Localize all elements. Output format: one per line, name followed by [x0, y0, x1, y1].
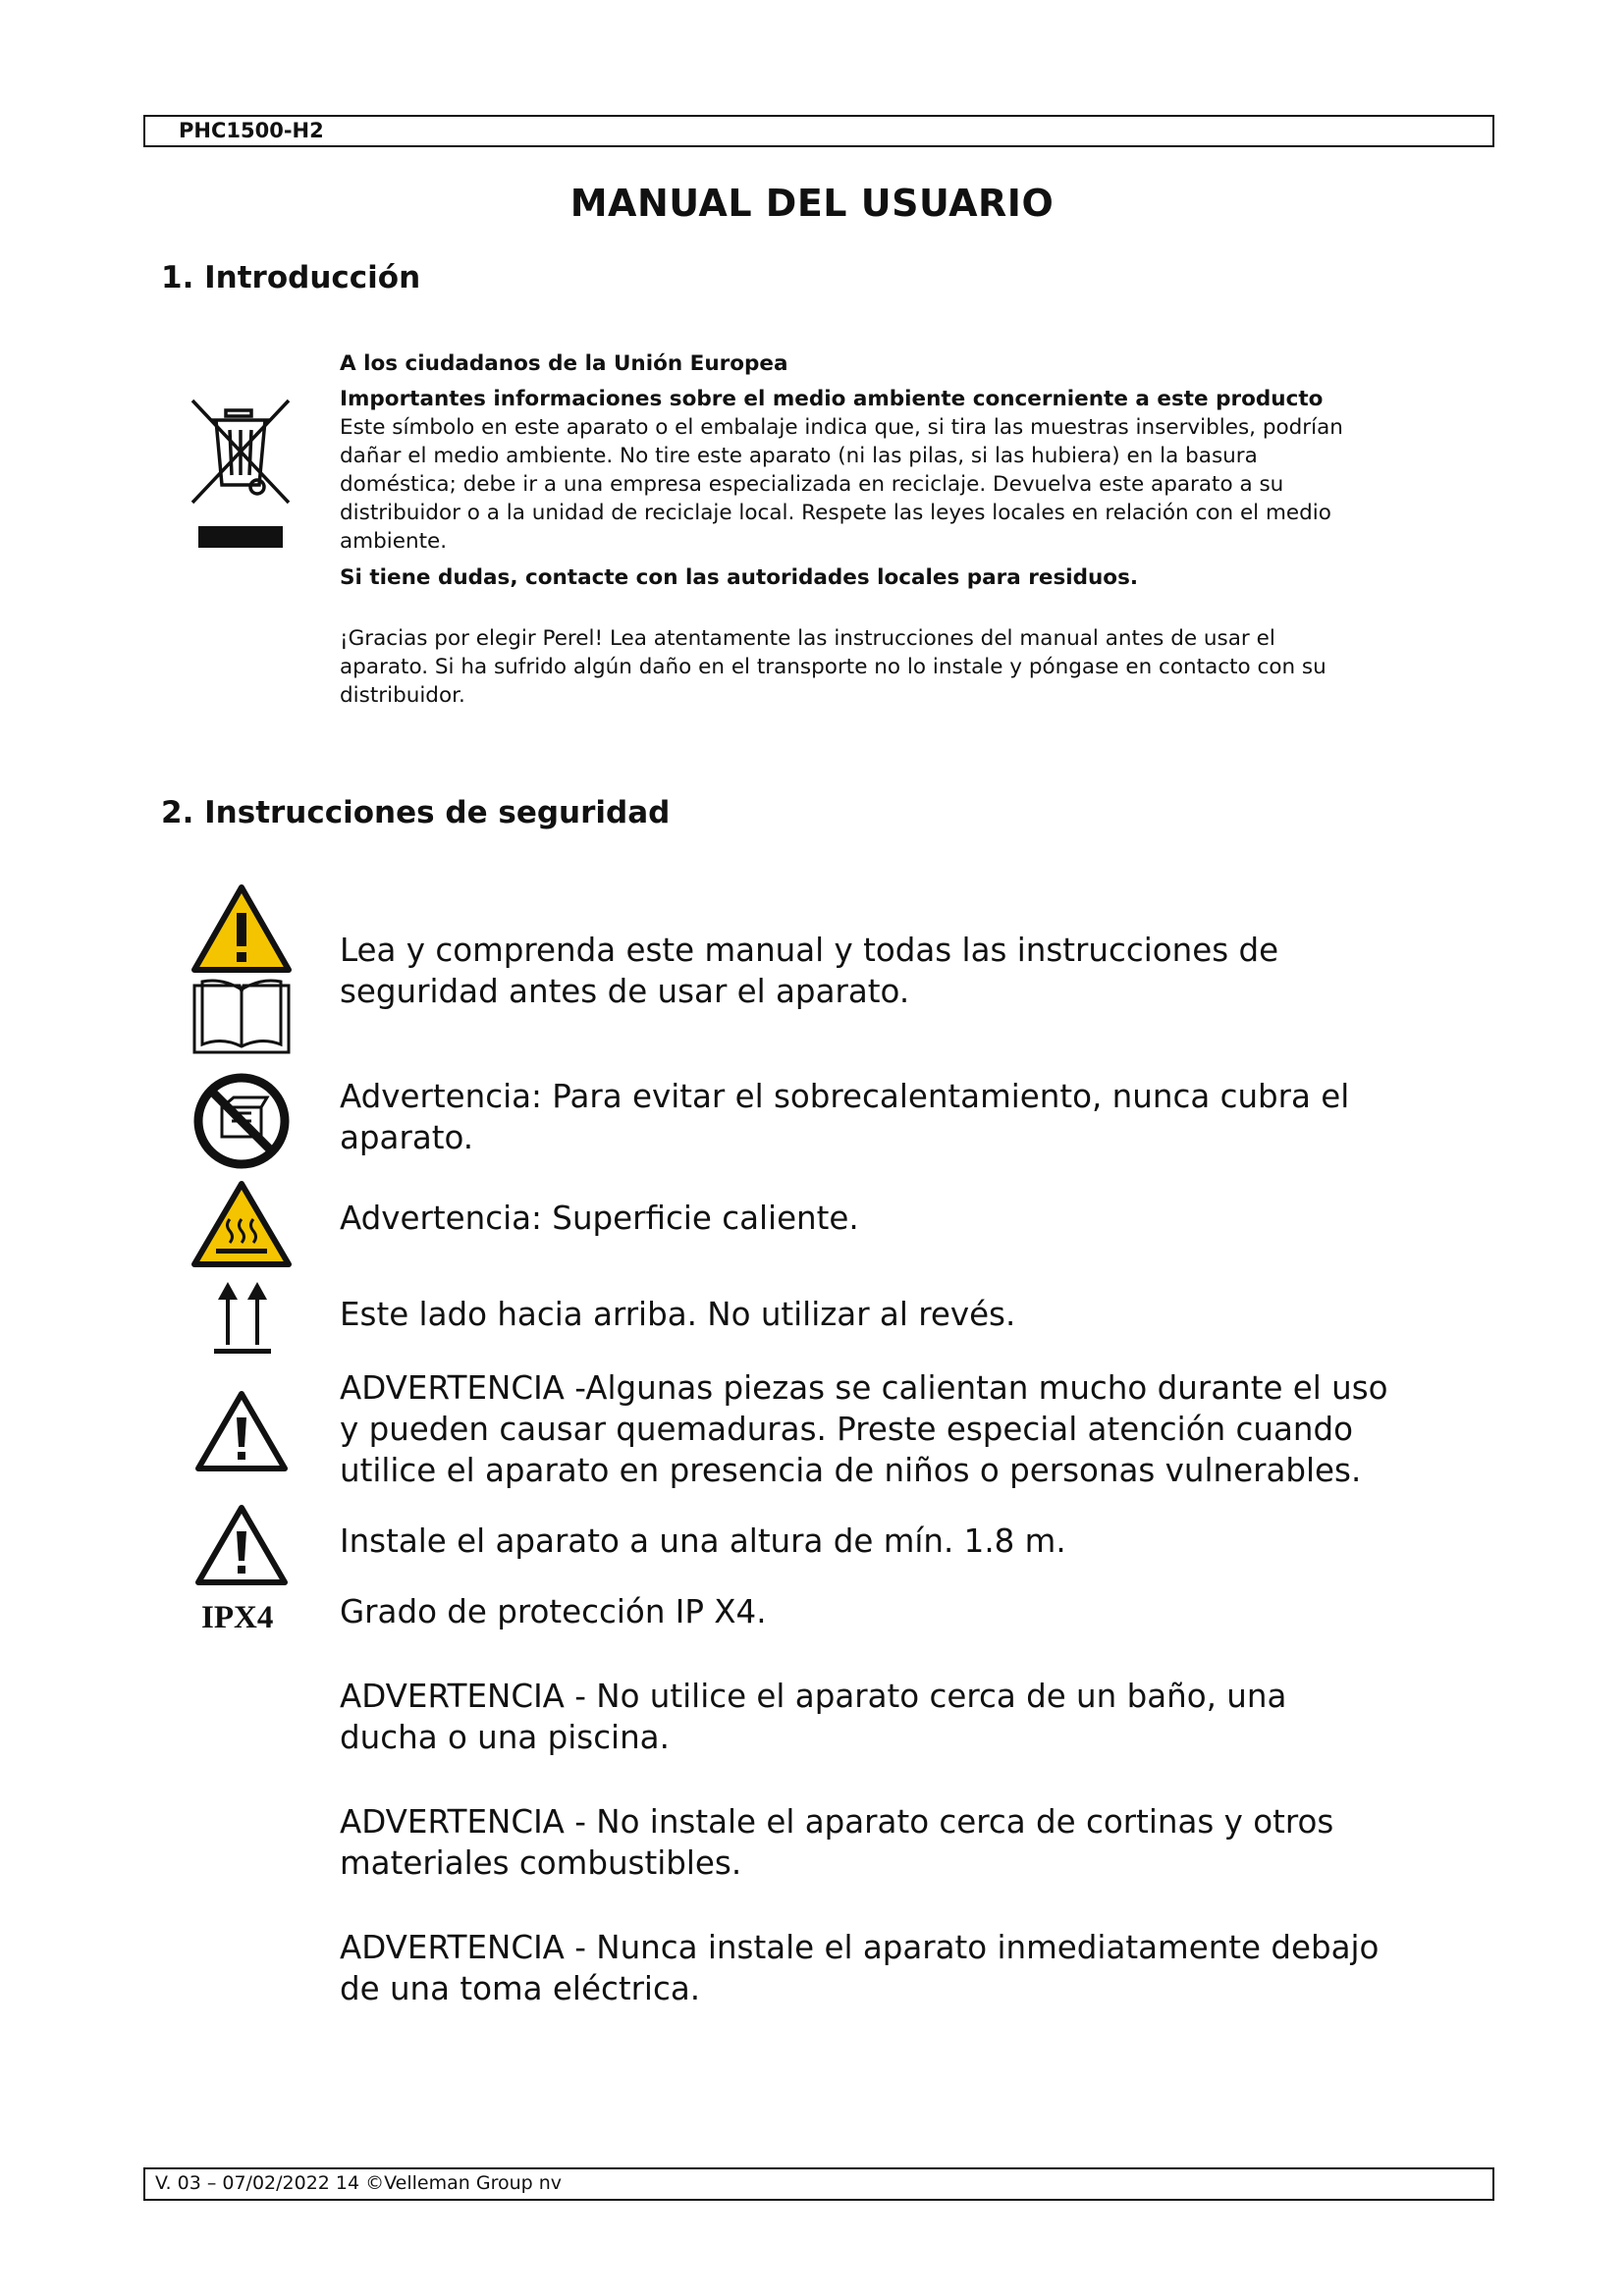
safety-text: aparato.: [340, 1119, 474, 1156]
safety-text: ADVERTENCIA - No utilice el aparato cerca de un baño, una: [340, 1678, 1287, 1715]
eu-closing: Si tiene dudas, contacte con las autoridades locales para residuos.: [340, 565, 1139, 590]
safety-item-2: [340, 1076, 1479, 1158]
safety-text: materiales combustibles.: [340, 1844, 742, 1882]
do-not-cover-icon: [192, 1072, 291, 1170]
section-heading-intro: 1. Introducción: [161, 260, 421, 295]
section-heading-safety: 2. Instrucciones de seguridad: [161, 795, 671, 830]
safety-item-8: [340, 1676, 1479, 1758]
safety-text: de una toma eléctrica.: [340, 1970, 701, 2007]
weee-bin-icon: [187, 397, 295, 550]
safety-text: Advertencia: Para evitar el sobrecalentamiento, nunca cubra el: [340, 1078, 1350, 1115]
header-box: [143, 115, 1494, 147]
safety-text: Advertencia: Superficie caliente.: [340, 1200, 859, 1237]
ipx4-label-icon: IPX4: [201, 1600, 274, 1635]
eu-title: A los ciudadanos de la Unión Europea: [340, 351, 788, 376]
eu-body-line: distribuidor o a la unidad de reciclaje local. Respete las leyes locales en relación con el medio: [340, 501, 1331, 525]
eu-body-line: doméstica; debe ir a una empresa especializada en reciclaje. Devuelva este aparato a su: [340, 472, 1284, 497]
safety-item-1: [340, 930, 1479, 1012]
thanks-line: ¡Gracias por elegir Perel! Lea atentamente las instrucciones del manual antes de usar el: [340, 626, 1275, 651]
hot-surface-icon: [190, 1180, 293, 1268]
safety-text: Grado de protección IP X4.: [340, 1593, 767, 1630]
footer-text: V. 03 – 07/02/2022 14 ©Velleman Group nv: [155, 2172, 563, 2194]
thanks-line: aparato. Si ha sufrido algún daño en el transporte no lo instale y póngase en contacto con su: [340, 655, 1326, 679]
thanks-line: distribuidor.: [340, 683, 465, 708]
safety-item-3: [340, 1198, 1479, 1239]
model-number: PHC1500-H2: [179, 119, 324, 142]
safety-item-7: [340, 1591, 1479, 1632]
eu-body-line: dañar el medio ambiente. No tire este aparato (ni las pilas, si las hubiera) en la basura: [340, 444, 1258, 468]
intro-text-block: [340, 349, 1469, 710]
safety-text: Lea y comprenda este manual y todas las instrucciones de: [340, 932, 1279, 969]
page-title: MANUAL DEL USUARIO: [569, 182, 1055, 225]
eu-body-line: Este símbolo en este aparato o el embalaje indica que, si tira las muestras inservibles, podrían: [340, 415, 1343, 440]
safety-text: Este lado hacia arriba. No utilizar al revés.: [340, 1296, 1016, 1333]
safety-item-6: [340, 1521, 1479, 1562]
safety-item-5: [340, 1367, 1479, 1491]
safety-text: ADVERTENCIA - No instale el aparato cerca de cortinas y otros: [340, 1803, 1334, 1841]
this-side-up-icon: [212, 1280, 273, 1355]
warning-icon: [194, 1504, 289, 1586]
warning-icon: [194, 1390, 289, 1472]
safety-item-9: [340, 1801, 1479, 1884]
safety-text: ADVERTENCIA -Algunas piezas se calientan mucho durante el uso: [340, 1369, 1388, 1407]
safety-text: seguridad antes de usar el aparato.: [340, 973, 910, 1010]
safety-text: ADVERTENCIA - Nunca instale el aparato inmediatamente debajo: [340, 1929, 1380, 1966]
safety-text: y pueden causar quemaduras. Preste especial atención cuando: [340, 1411, 1354, 1448]
safety-text: utilice el aparato en presencia de niños o personas vulnerables.: [340, 1452, 1362, 1489]
read-manual-warning-icon: [190, 883, 293, 1056]
safety-text: Instale el aparato a una altura de mín. 1.8 m.: [340, 1522, 1066, 1560]
safety-item-10: [340, 1927, 1479, 2009]
safety-text: ducha o una piscina.: [340, 1719, 670, 1756]
eu-body-line: ambiente.: [340, 529, 448, 554]
eu-subtitle: Importantes informaciones sobre el medio ambiente concerniente a este producto: [340, 387, 1324, 411]
safety-item-4: [340, 1294, 1479, 1335]
